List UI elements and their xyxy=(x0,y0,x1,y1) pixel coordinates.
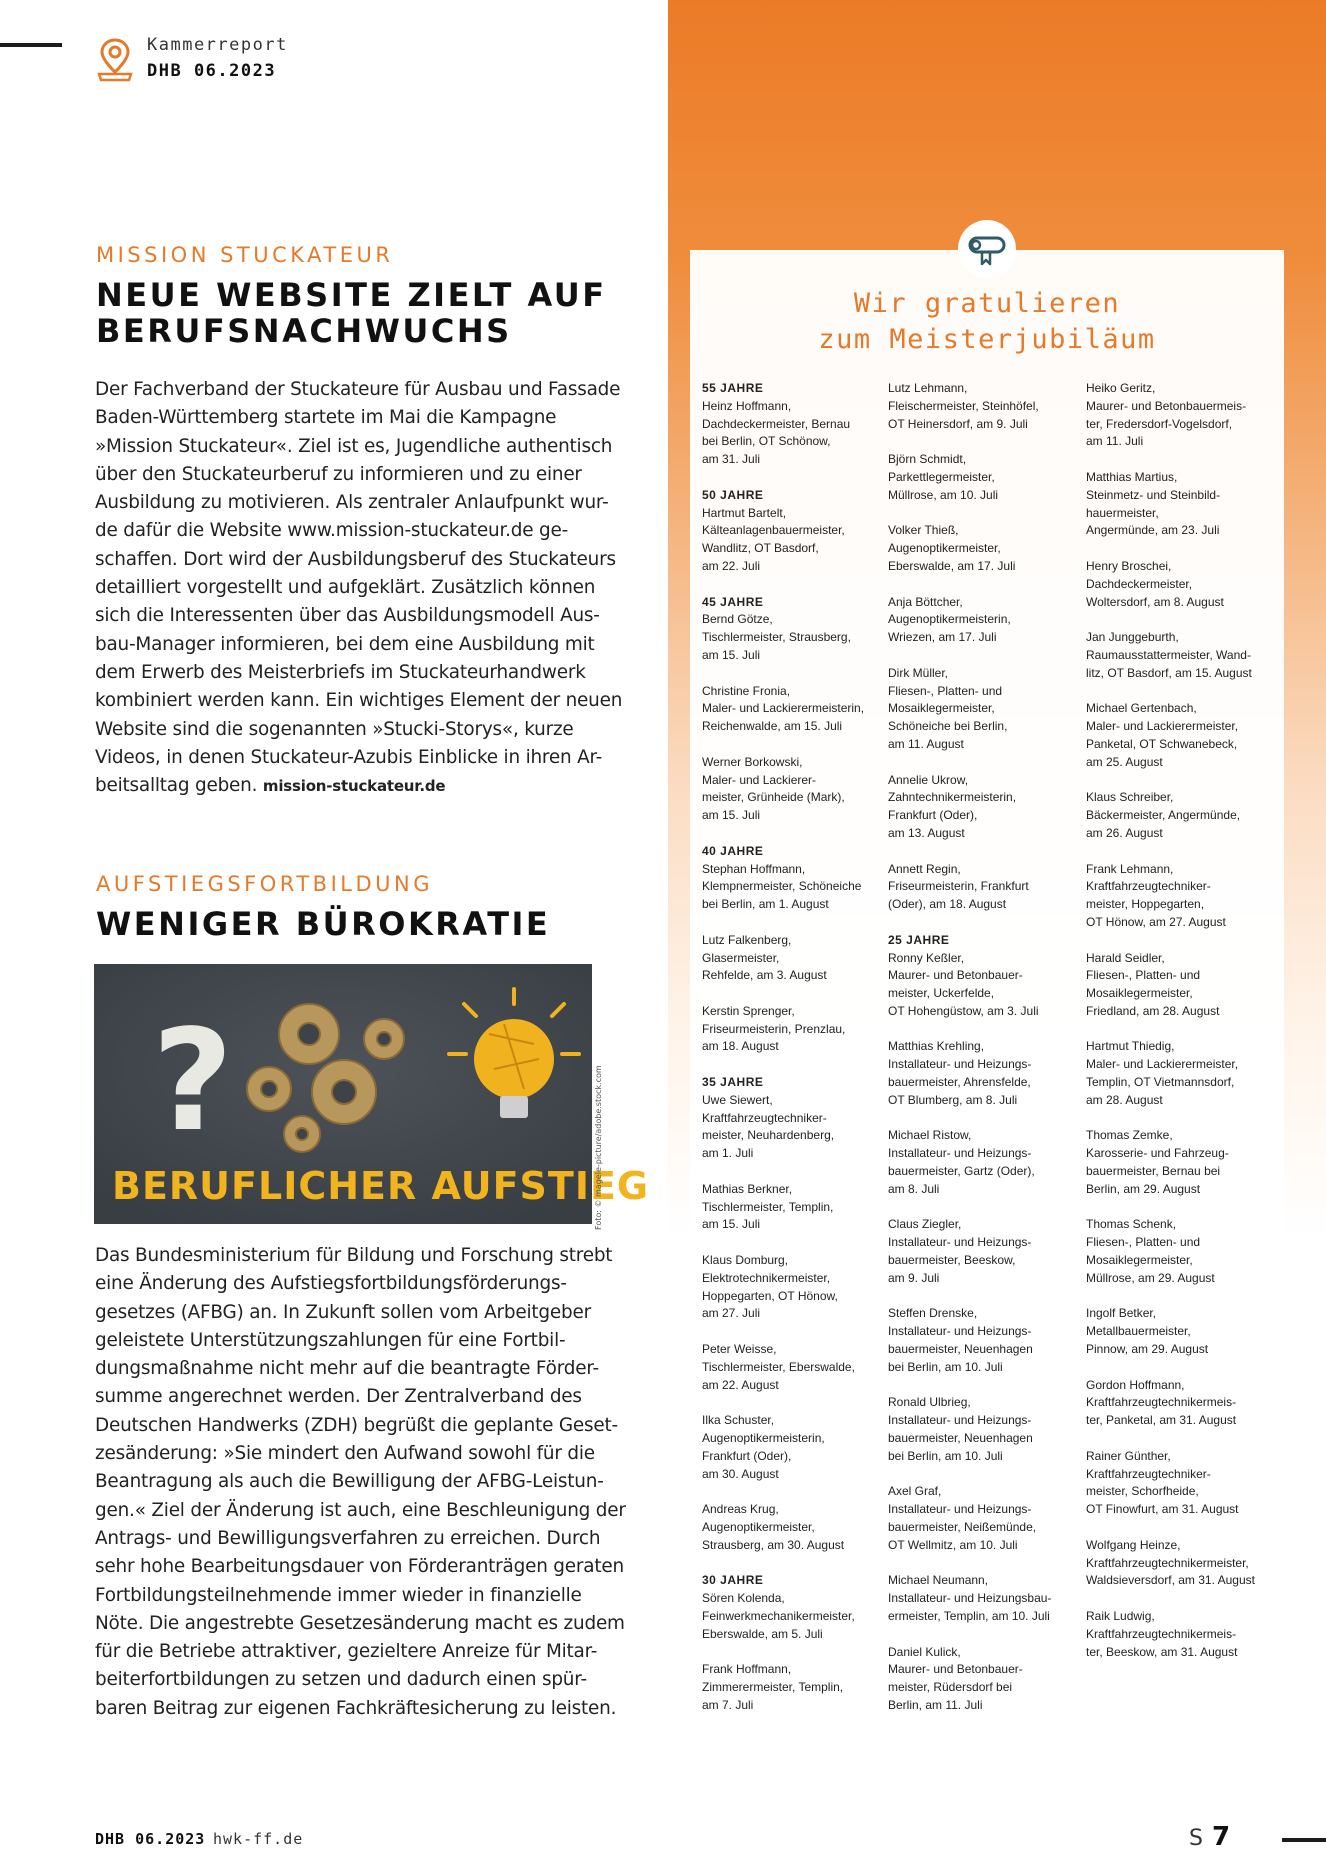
article1-kicker: MISSION STUCKATEUR xyxy=(96,243,394,267)
jubilee-entry-line: am 22. Juli xyxy=(702,558,761,573)
jubilee-entry-line: Peter Weisse, xyxy=(702,1342,777,1357)
jubilee-entry-line: Zimmerermeister, Templin, xyxy=(702,1680,844,1695)
footer-url[interactable]: hwk-ff.de xyxy=(213,1830,304,1848)
jubilee-entry-line: Müllrose, am 29. August xyxy=(1086,1270,1215,1285)
body-line: eine Änderung des Aufstiegsfortbildungsförderungs- xyxy=(95,1273,567,1295)
jubilee-entry-line: Tischlermeister, Eberswalde, xyxy=(702,1359,855,1374)
jubilee-entry xyxy=(888,665,1078,754)
jubilee-entry-line: Michael Neumann, xyxy=(888,1573,989,1588)
jubilee-entry-line: litz, OT Basdorf, am 15. August xyxy=(1086,665,1252,680)
jubilee-year-heading: 55 JAHRE xyxy=(702,381,764,395)
jubilee-entry-line: Dachdeckermeister, xyxy=(1086,576,1193,591)
body-line: kombiniert werden kann. Ein wichtiges Element der neuen xyxy=(95,690,623,712)
jubilee-entry-line: Eberswalde, am 5. Juli xyxy=(702,1626,823,1641)
jubilee-entry-line: am 18. August xyxy=(702,1039,779,1054)
jubilee-entry-line: Hartmut Thiedig, xyxy=(1086,1039,1175,1054)
jubilee-entry-line: Karosserie- und Fahrzeug- xyxy=(1086,1146,1229,1161)
jubilee-entry-line: Matthias Krehling, xyxy=(888,1039,985,1054)
jubilee-entry-line: Kerstin Sprenger, xyxy=(702,1003,795,1018)
jubilee-entry-line: am 27. Juli xyxy=(702,1306,761,1321)
jubilee-entry-line: Pinnow, am 29. August xyxy=(1086,1342,1209,1357)
jubilee-entry-line: Augenoptikermeisterin, xyxy=(702,1431,825,1446)
jubilee-entry-line: Daniel Kulick, xyxy=(888,1644,961,1659)
jubilee-entry xyxy=(1086,1377,1276,1430)
jubilee-entry-line: Schöneiche bei Berlin, xyxy=(888,719,1008,734)
jubilee-entry xyxy=(702,754,892,825)
jubilee-entry-line: Anja Böttcher, xyxy=(888,594,963,609)
jubilee-entry xyxy=(1086,1537,1276,1590)
article1-headline-line: BERUFSNACHWUCHS xyxy=(96,312,512,350)
jubilee-entry-line: Augenoptikermeisterin, xyxy=(888,612,1011,627)
jubilee-entry-line: Lutz Lehmann, xyxy=(888,381,968,395)
jubilee-entry xyxy=(702,932,892,985)
jubilee-entry-line: Kraftfahrzeugtechnikermeis- xyxy=(1086,1395,1237,1410)
jubilee-entry-line: Maurer- und Betonbauer- xyxy=(888,968,1023,983)
body-line: Videos, in denen Stuckateur-Azubis Einblicke in ihren Ar- xyxy=(95,746,603,768)
jubilee-entry-line: Ronny Keßler, xyxy=(888,950,965,965)
jubilee-entry-line: Eberswalde, am 17. Juli xyxy=(888,558,1016,573)
jubilee-entry-line: Zahntechnikermeisterin, xyxy=(888,790,1017,805)
jubilee-entry-line: Müllrose, am 10. Juli xyxy=(888,487,999,502)
jubilee-entry-line: meister, Grünheide (Mark), xyxy=(702,790,845,805)
jubilee-entry-line: bauermeister, Bernau bei xyxy=(1086,1164,1221,1179)
jubilee-entry-line: Kraftfahrzeugtechniker- xyxy=(702,1110,827,1125)
jubilee-entry-line: Tischlermeister, Templin, xyxy=(702,1199,834,1214)
jubilee-entry-line: Friseurmeisterin, Prenzlau, xyxy=(702,1021,846,1036)
article1-url-link[interactable]: mission-stuckateur.de xyxy=(262,777,446,796)
jubilee-entry xyxy=(1086,950,1276,1021)
jubilee-year-heading: 30 JAHRE xyxy=(702,1573,764,1588)
jubilee-entry xyxy=(1086,700,1276,771)
jubilee-entry-line: Rainer Günther, xyxy=(1086,1448,1171,1463)
jubilee-entry-line: Kraftfahrzeugtechnikermeis- xyxy=(1086,1626,1237,1641)
jubilee-entry xyxy=(1086,1127,1276,1198)
jubilee-entry-line: am 11. August xyxy=(888,736,964,751)
jubilee-column-1 xyxy=(702,380,892,1733)
jubilee-entry xyxy=(702,1252,892,1323)
jubilee-entry-line: Sören Kolenda, xyxy=(702,1591,785,1606)
jubilee-entry-line: Henry Broschei, xyxy=(1086,558,1172,573)
jubilee-entry-line: Templin, OT Vietmannsdorf, xyxy=(1086,1075,1235,1090)
jubilee-entry-line: Glasermeister, xyxy=(702,950,780,965)
body-line: schaffen. Dort wird der Ausbildungsberuf des Stuckateurs xyxy=(95,548,616,570)
jubilee-entry-line: Hartmut Bartelt, xyxy=(702,505,787,520)
jubilee-entry xyxy=(1086,1448,1276,1519)
jubilee-entry-line: Andreas Krug, xyxy=(702,1502,779,1517)
jubilee-entry-line: Gordon Hoffmann, xyxy=(1086,1377,1185,1392)
jubilee-entry-line: Frankfurt (Oder), xyxy=(888,808,978,823)
jubilee-entry xyxy=(888,1394,1078,1465)
jubilee-entry-line: Christine Fronia, xyxy=(702,683,791,698)
jubilee-entry-line: Fliesen-, Platten- und xyxy=(1086,968,1201,983)
jubilee-entry-line: bauermeister, Ahrensfelde, xyxy=(888,1075,1031,1090)
body-line: bau-Manager informieren, bei dem eine Ausbildung mit xyxy=(95,633,595,655)
jubilee-entry-line: Werner Borkowski, xyxy=(702,754,803,769)
jubilee-year-heading: 35 JAHRE xyxy=(702,1075,764,1090)
jubilee-entry-line: Björn Schmidt, xyxy=(888,452,967,467)
jubilee-entry-line: am 11. Juli xyxy=(1086,434,1144,449)
body-line: detailliert vorgestellt und aufgeklärt. Zusätzlich können xyxy=(95,577,596,599)
jubilee-entry-line: Maler- und Lackierermeisterin, xyxy=(702,701,865,716)
jubilee-entry xyxy=(888,451,1078,504)
body-line: Fortbildungsteilnehmende immer wieder in finanzielle xyxy=(95,1584,582,1606)
jubilee-entry xyxy=(888,772,1078,843)
jubilee-entry-line: am 26. August xyxy=(1086,825,1163,840)
body-line: baren Beitrag zur eigenen Fachkräftesicherung zu leisten. xyxy=(95,1697,617,1719)
jubilee-entry-line: Kälteanlagenbauermeister, xyxy=(702,523,845,538)
jubilee-entry-line: Elektrotechnikermeister, xyxy=(702,1270,831,1285)
jubilee-entry-line: Raumausstattermeister, Wand- xyxy=(1086,647,1251,662)
jubilee-entry-line: meister, Hoppegarten, xyxy=(1086,897,1205,912)
jubilee-entry-line: Fliesen-, Platten- und xyxy=(1086,1235,1201,1250)
jubilee-entry xyxy=(888,1572,1078,1625)
jubilee-entry xyxy=(888,1305,1078,1376)
jubilee-entry-line: am 9. Juli xyxy=(888,1270,940,1285)
jubilee-entry-line: Fliesen-, Platten- und xyxy=(888,683,1003,698)
article1-headline xyxy=(96,277,607,349)
jubilee-entry-line: Bäckermeister, Angermünde, xyxy=(1086,808,1241,823)
footer-page-prefix: S xyxy=(1189,1826,1203,1851)
jubilee-entry-line: Michael Gertenbach, xyxy=(1086,701,1197,716)
jubilee-entry xyxy=(888,1483,1078,1554)
jubilee-entry-line: Bernd Götze, xyxy=(702,612,773,627)
jubilee-entry-line: Axel Graf, xyxy=(888,1484,942,1499)
body-line: »Mission Stuckateur«. Ziel ist es, Jugendliche authentisch xyxy=(95,435,613,457)
jubilee-entry-line: meister, Schorfheide, xyxy=(1086,1484,1199,1499)
jubilee-entry-line: bauermeister, Neißemünde, xyxy=(888,1520,1037,1534)
jubilee-entry xyxy=(702,1501,892,1554)
body-line: dungsmaßnahme nicht mehr auf die beantragte Förder- xyxy=(95,1358,599,1380)
body-line: gesetzes (AFBG) an. In Zukunft sollen vom Arbeitgeber xyxy=(95,1301,591,1323)
jubilee-entry-line: Installateur- und Heizungs- xyxy=(888,1146,1032,1161)
footer-issue: DHB 06.2023 xyxy=(95,1830,206,1848)
jubilee-entry-line: bauermeister, Neuenhagen xyxy=(888,1342,1033,1357)
jubilee-entry-line: OT Finowfurt, am 31. August xyxy=(1086,1502,1239,1517)
jubilee-entry-line: Augenoptikermeister, xyxy=(888,541,1001,556)
jubilee-entry xyxy=(1086,789,1276,842)
jubilee-entry-line: am 22. August xyxy=(702,1377,779,1392)
jubilee-entry xyxy=(702,1341,892,1394)
jubilee-entry-line: Frankfurt (Oder), xyxy=(702,1448,792,1463)
body-line-text: beitsalltag geben. xyxy=(95,775,258,797)
jubilee-entry xyxy=(888,380,1078,433)
jubilee-entry xyxy=(702,487,892,576)
jubilee-entry-line: Maler- und Lackierermeister, xyxy=(1086,1057,1239,1072)
jubilee-entry xyxy=(702,1572,892,1643)
jubilee-entry-line: OT Hönow, am 27. August xyxy=(1086,914,1226,929)
jubilee-entry-line: Installateur- und Heizungs- xyxy=(888,1235,1032,1250)
diploma-badge xyxy=(958,220,1016,278)
jubilee-entry-line: Frank Lehmann, xyxy=(1086,861,1174,876)
jubilee-entry-line: Installateur- und Heizungs- xyxy=(888,1502,1032,1517)
jubilee-entry xyxy=(702,1003,892,1056)
jubilee-entry xyxy=(702,1412,892,1483)
jubilee-entry-line: Angermünde, am 23. Juli xyxy=(1086,523,1220,538)
jubilee-entry xyxy=(888,1127,1078,1198)
jubilee-entry-line: ermeister, Templin, am 10. Juli xyxy=(888,1608,1050,1623)
jubilee-entry-line: (Oder), am 18. August xyxy=(888,897,1007,912)
jubilee-title-line1: Wir gratulieren xyxy=(853,288,1121,319)
jubilee-entry-line: Maler- und Lackierer- xyxy=(702,772,817,787)
body-line: Website sind die sogenannten »Stucki-Storys«, kurze xyxy=(95,718,574,740)
jubilee-entry xyxy=(702,843,892,914)
jubilee-entry-line: Harald Seidler, xyxy=(1086,950,1165,965)
jubilee-entry-line: Thomas Schenk, xyxy=(1086,1217,1177,1232)
jubilee-entry-line: Jan Junggeburth, xyxy=(1086,630,1179,645)
section-label: Kammerreport xyxy=(147,35,288,55)
jubilee-entry-line: Ronald Ulbrieg, xyxy=(888,1395,971,1410)
jubilee-entry-line: am 25. August xyxy=(1086,754,1163,769)
jubilee-entry-line: Woltersdorf, am 8. August xyxy=(1086,594,1224,609)
jubilee-column-3 xyxy=(1086,380,1276,1679)
body-line: Ausbildung zu motivieren. Als zentraler Anlaufpunkt wur- xyxy=(95,492,609,514)
jubilee-entry-line: Fleischermeister, Steinhöfel, xyxy=(888,398,1039,413)
jubilee-year-heading: 40 JAHRE xyxy=(702,843,764,858)
jubilee-entry-line: bei Berlin, am 10. Juli xyxy=(888,1359,1003,1374)
jubilee-entry xyxy=(888,522,1078,575)
location-pin-icon xyxy=(96,36,134,82)
body-line: Beantragung als auch die Bewilligung der AFBG-Leistun- xyxy=(95,1471,604,1493)
jubilee-entry-line: Wolfgang Heinze, xyxy=(1086,1537,1181,1552)
jubilee-entry-line: Installateur- und Heizungs- xyxy=(888,1057,1032,1072)
jubilee-entry-line: OT Hohengüstow, am 3. Juli xyxy=(888,1003,1039,1018)
body-line: sich die Interessenten über das Ausbildungsmodell Aus- xyxy=(95,605,600,627)
jubilee-entry-line: Wandlitz, OT Basdorf, xyxy=(702,541,819,556)
jubilee-entry-line: Wriezen, am 17. Juli xyxy=(888,630,997,645)
jubilee-entry xyxy=(1086,469,1276,540)
jubilee-entry-line: Installateur- und Heizungsbau- xyxy=(888,1591,1052,1606)
jubilee-entry-line: Friseurmeisterin, Frankfurt xyxy=(888,879,1029,894)
jubilee-year-heading: 50 JAHRE xyxy=(702,487,764,502)
body-line: geleistete Unterstützungszahlungen für eine Fortbil- xyxy=(95,1329,566,1351)
article1-headline-line: NEUE WEBSITE ZIELT AUF xyxy=(96,276,607,314)
jubilee-entry-line: Uwe Siewert, xyxy=(702,1092,773,1107)
body-line: dem Erwerb des Meisterbriefs im Stuckateurhandwerk xyxy=(95,661,586,683)
jubilee-entry-line: Metallbauermeister, xyxy=(1086,1324,1191,1339)
jubilee-entry-line: ter, Panketal, am 31. August xyxy=(1086,1413,1237,1428)
issue-label: DHB 06.2023 xyxy=(147,61,277,81)
jubilee-entry-line: meister, Uckerfelde, xyxy=(888,986,995,1001)
jubilee-entry xyxy=(1086,380,1276,451)
jubilee-entry-line: bei Berlin, am 1. August xyxy=(702,897,829,912)
jubilee-entry-line: Feinwerkmechanikermeister, xyxy=(702,1608,855,1623)
jubilee-entry-line: am 13. August xyxy=(888,825,965,840)
jubilee-entry-line: Maurer- und Betonbauer- xyxy=(888,1662,1023,1677)
jubilee-entry-line: OT Wellmitz, am 10. Juli xyxy=(888,1537,1018,1552)
body-line: beiterfortbildungen zu setzen und dadurch einen spür- xyxy=(95,1669,587,1691)
jubilee-entry-line: ter, Beeskow, am 31. August xyxy=(1086,1644,1238,1659)
jubilee-entry-line: Rehfelde, am 3. August xyxy=(702,968,827,983)
jubilee-entry-line: Maurer- und Betonbauermeis- xyxy=(1086,398,1247,413)
jubilee-entry xyxy=(888,1038,1078,1109)
jubilee-entry-line: Installateur- und Heizungs- xyxy=(888,1324,1032,1339)
jubilee-entry-line: am 31. Juli xyxy=(702,452,761,467)
body-line: Nöte. Die angestrebte Gesetzesänderung macht es zudem xyxy=(95,1612,625,1634)
jubilee-column-2 xyxy=(888,380,1078,1733)
jubilee-entry-line: Klaus Domburg, xyxy=(702,1253,789,1268)
jubilee-entry-line: am 15. Juli xyxy=(702,1217,761,1232)
bottom-right-rule xyxy=(1282,1838,1326,1842)
jubilee-entry-line: Raik Ludwig, xyxy=(1086,1608,1155,1623)
jubilee-entry-line: meister, Rüdersdorf bei xyxy=(888,1680,1013,1695)
body-line: gen.« Ziel der Änderung ist auch, eine Beschleunigung der xyxy=(95,1499,626,1521)
jubilee-entry-line: Kraftfahrzeugtechniker- xyxy=(1086,1466,1211,1481)
body-line: Deutschen Handwerks (ZDH) begrüßt die geplante Geset- xyxy=(95,1414,618,1436)
jubilee-entry-line: Panketal, OT Schwanebeck, xyxy=(1086,736,1238,751)
jubilee-entry-line: bei Berlin, OT Schönow, xyxy=(702,434,831,449)
jubilee-entry-line: Maler- und Lackierermeister, xyxy=(1086,719,1239,734)
jubilee-entry-line: Kraftfahrzeugtechniker- xyxy=(1086,879,1211,894)
jubilee-entry-line: Matthias Martius, xyxy=(1086,469,1178,484)
jubilee-entry-line: bauermeister, Beeskow, xyxy=(888,1253,1016,1268)
body-line: de dafür die Website www.mission-stuckateur.de ge- xyxy=(95,520,569,542)
body-line: sehr hohe Bearbeitungsdauer von Förderanträgen geraten xyxy=(95,1556,624,1578)
jubilee-entry xyxy=(1086,1305,1276,1358)
jubilee-entry xyxy=(888,932,1078,1021)
photo-credit-text: Foto: © magele-picture/adobe.stock.com xyxy=(594,1065,603,1230)
jubilee-entry-line: Heinz Hoffmann, xyxy=(702,398,792,413)
diploma-icon xyxy=(958,220,1016,278)
jubilee-entry xyxy=(702,683,892,736)
jubilee-entry xyxy=(1086,861,1276,932)
jubilee-entry-line: Mathias Berkner, xyxy=(702,1181,793,1196)
body-line: summe angerechnet werden. Der Zentralverband des xyxy=(95,1386,582,1408)
jubilee-entry xyxy=(1086,1608,1276,1661)
article2-body xyxy=(95,1242,626,1723)
jubilee-entry-line: Berlin, am 29. August xyxy=(1086,1181,1201,1196)
body-line: zesänderung: »Sie mindert den Aufwand sowohl für die xyxy=(95,1443,595,1465)
jubilee-entry-line: Heiko Geritz, xyxy=(1086,381,1156,395)
jubilee-entry-line: Mosaiklegermeister, xyxy=(1086,1253,1193,1268)
jubilee-entry-line: Mosaiklegermeister, xyxy=(888,701,995,716)
jubilee-entry-line: meister, Neuhardenberg, xyxy=(702,1128,835,1143)
jubilee-entry xyxy=(1086,558,1276,611)
jubilee-entry-line: am 28. August xyxy=(1086,1092,1163,1107)
jubilee-entry xyxy=(1086,1216,1276,1287)
body-line: Baden-Württemberg startete im Mai die Kampagne xyxy=(95,407,557,429)
jubilee-entry-line: Friedland, am 28. August xyxy=(1086,1003,1220,1018)
article2-kicker: AUFSTIEGSFORTBILDUNG xyxy=(96,872,433,896)
jubilee-entry-line: Stephan Hoffmann, xyxy=(702,861,806,876)
jubilee-entry-line: Lutz Falkenberg, xyxy=(702,932,792,947)
jubilee-entry-line: Hoppegarten, OT Hönow, xyxy=(702,1288,838,1303)
jubilee-entry-line: am 15. Juli xyxy=(702,808,761,823)
jubilee-entry xyxy=(702,1074,892,1163)
jubilee-entry-line: bei Berlin, am 10. Juli xyxy=(888,1448,1003,1463)
body-line: über den Stuckateurberuf zu informieren und zu einer xyxy=(95,463,582,485)
article1-body xyxy=(95,376,623,800)
body-line: Der Fachverband der Stuckateure für Ausbau und Fassade xyxy=(95,379,621,400)
jubilee-entry-line: OT Blumberg, am 8. Juli xyxy=(888,1092,1018,1107)
jubilee-entry-line: Kraftfahrzeugtechnikermeister, xyxy=(1086,1555,1249,1570)
jubilee-entry-line: Augenoptikermeister, xyxy=(702,1520,815,1534)
jubilee-entry xyxy=(702,594,892,665)
jubilee-entry xyxy=(888,861,1078,914)
jubilee-year-heading: 45 JAHRE xyxy=(702,594,764,609)
jubilee-entry-line: ter, Fredersdorf-Vogelsdorf, xyxy=(1086,416,1233,431)
jubilee-entry xyxy=(888,594,1078,647)
jubilee-entry-line: Annelie Ukrow, xyxy=(888,772,969,787)
jubilee-entry xyxy=(888,1216,1078,1287)
jubilee-entry-line: am 15. Juli xyxy=(702,647,761,662)
body-line: Antrags- und Bewilligungsverfahren zu erreichen. Durch xyxy=(95,1527,601,1549)
jubilee-year-heading: 25 JAHRE xyxy=(888,932,950,947)
body-line: Das Bundesministerium für Bildung und Forschung strebt xyxy=(95,1245,613,1266)
jubilee-entry-line: am 7. Juli xyxy=(702,1697,754,1712)
jubilee-entry-line: Tischlermeister, Strausberg, xyxy=(702,630,851,645)
jubilee-entry xyxy=(702,1661,892,1714)
jubilee-entry-line: Frank Hoffmann, xyxy=(702,1662,792,1677)
article2-headline: WENIGER BÜROKRATIE xyxy=(96,905,551,943)
jubilee-entry-line: OT Heinersdorf, am 9. Juli xyxy=(888,416,1028,431)
jubilee-entry-line: Ilka Schuster, xyxy=(702,1413,775,1428)
jubilee-entry-line: hauermeister, xyxy=(1086,505,1159,520)
jubilee-entry-line: am 30. August xyxy=(702,1466,779,1481)
jubilee-entry xyxy=(702,380,892,469)
jubilee-entry-line: Thomas Zemke, xyxy=(1086,1128,1173,1143)
question-mark-icon: ? xyxy=(152,1000,234,1163)
jubilee-entry xyxy=(702,1181,892,1234)
jubilee-entry-line: Dirk Müller, xyxy=(888,665,949,680)
jubilee-entry-line: bauermeister, Gartz (Oder), xyxy=(888,1164,1035,1179)
jubilee-entry-line: Waldsieversdorf, am 31. August xyxy=(1086,1573,1255,1588)
body-line: für die Betriebe attraktiver, gezieltere Anreize für Mitar- xyxy=(95,1641,598,1663)
jubilee-entry-line: Volker Thieß, xyxy=(888,523,959,538)
jubilee-entry-line: Klaus Schreiber, xyxy=(1086,790,1174,805)
footer-page-number: 7 xyxy=(1212,1822,1231,1852)
jubilee-entry-line: Steinmetz- und Steinbild- xyxy=(1086,487,1221,502)
jubilee-entry-line: Michael Ristow, xyxy=(888,1128,972,1143)
jubilee-entry-line: bauermeister, Neuenhagen xyxy=(888,1431,1033,1446)
jubilee-entry-line: Claus Ziegler, xyxy=(888,1217,962,1232)
jubilee-entry-line: Installateur- und Heizungs- xyxy=(888,1413,1032,1428)
jubilee-entry xyxy=(1086,629,1276,682)
jubilee-entry-line: Parkettlegermeister, xyxy=(888,469,995,484)
photo-caption-text: BERUFLICHER AUFSTIEG xyxy=(112,1164,650,1208)
jubilee-entry-line: am 1. Juli xyxy=(702,1146,754,1161)
jubilee-entry-line: Steffen Drenske, xyxy=(888,1306,978,1321)
jubilee-entry-line: Annett Regin, xyxy=(888,861,961,876)
jubilee-entry-line: Berlin, am 11. Juli xyxy=(888,1697,983,1712)
body-line-last xyxy=(95,772,595,800)
jubilee-title-line2: zum Meisterjubiläum xyxy=(818,324,1156,355)
jubilee-entry-line: am 8. Juli xyxy=(888,1181,940,1196)
jubilee-entry xyxy=(1086,1038,1276,1109)
jubilee-entry-line: Ingolf Betker, xyxy=(1086,1306,1157,1321)
top-left-rule xyxy=(0,43,62,47)
jubilee-entry xyxy=(888,1644,1078,1715)
photo-credit xyxy=(594,1065,604,1230)
jubilee-entry-line: Dachdeckermeister, Bernau xyxy=(702,416,851,431)
jubilee-entry-line: Reichenwalde, am 15. Juli xyxy=(702,719,843,734)
jubilee-entry-line: Mosaiklegermeister, xyxy=(1086,986,1193,1001)
jubilee-entry-line: Strausberg, am 30. August xyxy=(702,1537,845,1552)
jubilee-entry-line: Klempnermeister, Schöneiche xyxy=(702,879,862,894)
